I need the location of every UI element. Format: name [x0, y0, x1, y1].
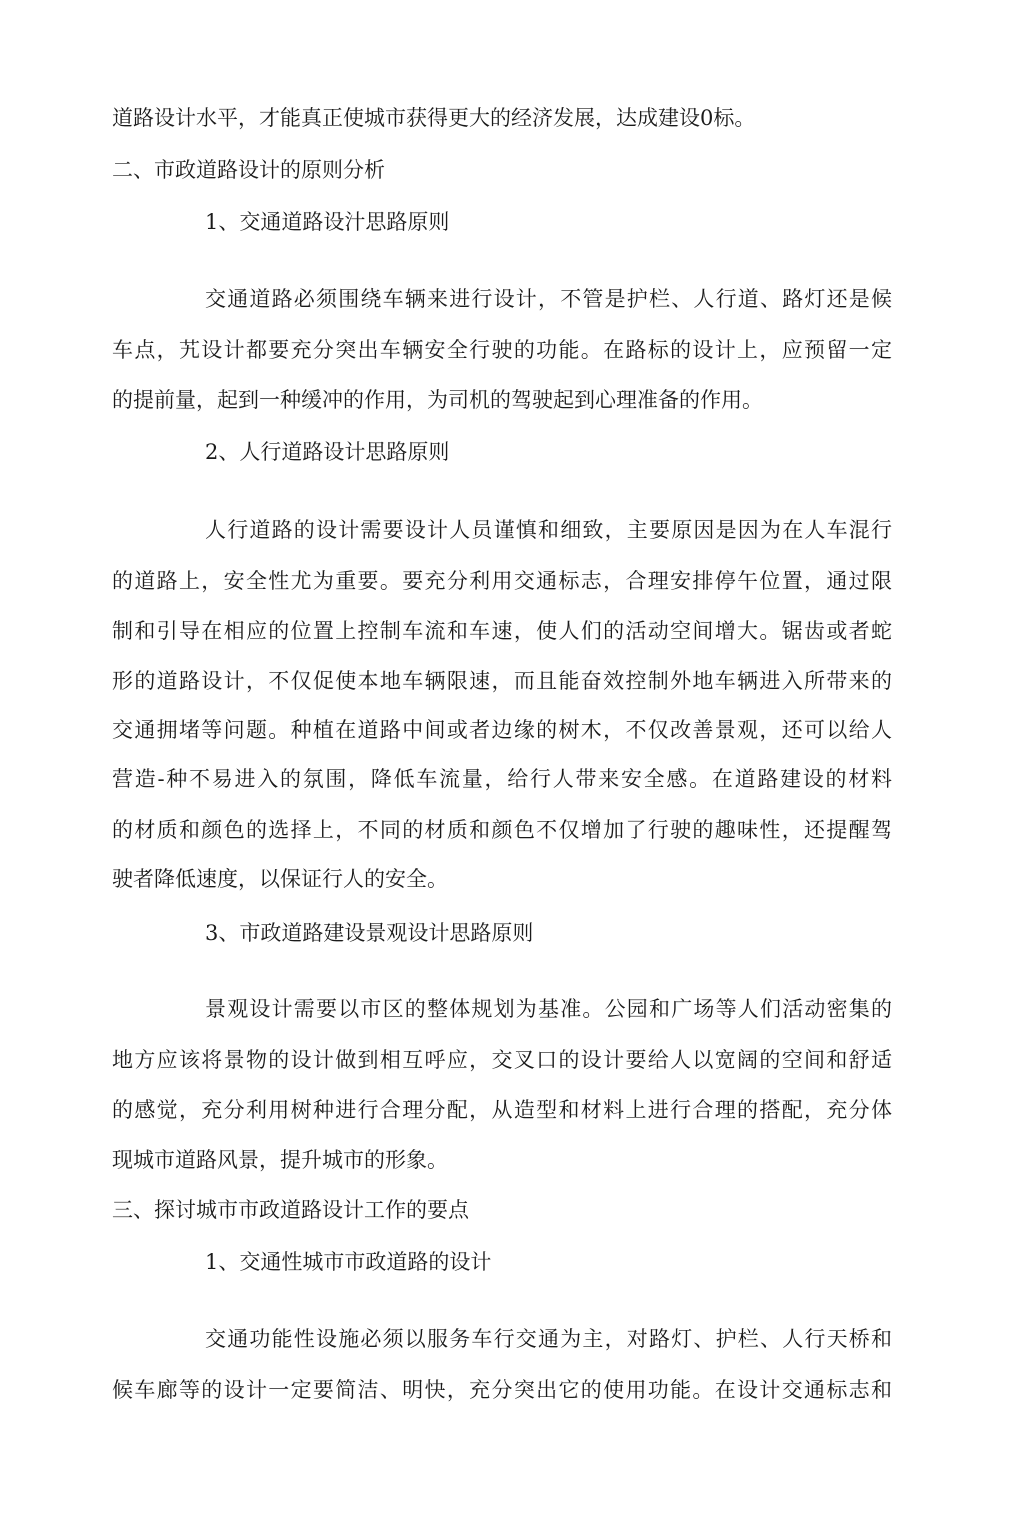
paragraph-line: 制和引导在相应的位置上控制车流和车速，使人们的活动空间增大。锯齿或者蛇	[112, 619, 892, 643]
paragraph-line: 形的道路设计，不仅促使本地车辆限速，而且能奋效控制外地车辆进入所带来的	[112, 669, 892, 693]
subsection-heading: 3、市政道路建设景观设计思路原则	[205, 921, 534, 945]
paragraph-line: 交通拥堵等问题。种植在道路中间或者边缘的树木，不仅改善景观，还可以给人	[112, 718, 892, 742]
paragraph-line: 人行道路的设计需要设计人员谨慎和细致，主要原因是因为在人车混行	[205, 518, 892, 542]
subsection-heading: 1、交通道路设汁思路原则	[205, 210, 450, 234]
subsection-heading: 1、交通性城市市政道路的设计	[205, 1250, 492, 1274]
paragraph-line: 交通功能性设施必须以服务车行交通为主，对路灯、护栏、人行天桥和	[205, 1327, 892, 1351]
paragraph-line: 地方应该将景物的设计做到相互呼应，交叉口的设计要给人以宽阔的空间和舒适	[112, 1048, 892, 1072]
paragraph-line: 候车廊等的设计一定要简洁、明快，充分突出它的使用功能。在设计交通标志和	[112, 1378, 892, 1402]
paragraph-line: 的道路上，安全性尤为重要。要充分利用交通标志，合理安排停午位置，通过限	[112, 569, 892, 593]
section-heading: 二、市政道路设计的原则分析	[112, 158, 385, 182]
paragraph-line: 的感觉，充分利用树种进行合理分配，从造型和材料上进行合理的搭配，充分体	[112, 1098, 892, 1122]
paragraph-line: 驶者降低速度，以保证行人的安全。	[112, 867, 448, 891]
section-heading: 三、探讨城市市政道路设计工作的要点	[112, 1198, 469, 1222]
paragraph-line: 交通道路必须围绕车辆来进行设计，不管是护栏、人行道、路灯还是候	[205, 287, 892, 311]
paragraph-line: 营造-种不易进入的氛围，降低车流量，给行人带来安全感。在道路建设的材料	[112, 767, 892, 791]
paragraph-line: 的提前量，起到一种缓冲的作用，为司机的驾驶起到心理准备的作用。	[112, 388, 763, 412]
paragraph-line: 现城市道路风景，提升城市的形象。	[112, 1148, 448, 1172]
paragraph-line: 车点，艽设计都要充分突出车辆安全行驶的功能。在路标的设计上，应预留一定	[112, 338, 892, 362]
paragraph-line: 的材质和颜色的选择上，不同的材质和颜色不仅增加了行驶的趣味性，还提醒驾	[112, 818, 892, 842]
paragraph-line: 道路设计水平，才能真正使城市获得更大的经济发展，达成建设0标。	[112, 106, 756, 130]
paragraph-line: 景观设计需要以市区的整体规划为基准。公园和广场等人们活动密集的	[205, 997, 892, 1021]
subsection-heading: 2、人行道路设计思路原则	[205, 440, 450, 464]
